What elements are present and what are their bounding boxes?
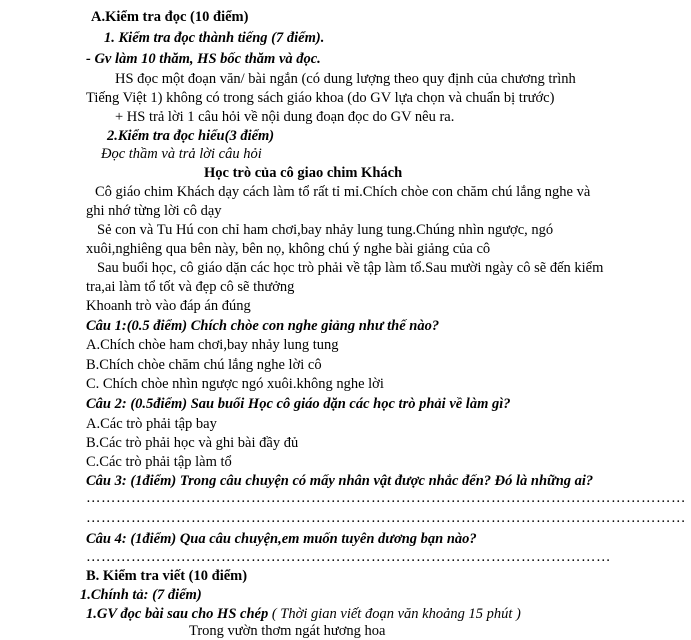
question-1-option-a: A.Chích chòe ham chơi,bay nhảy lung tung — [86, 337, 339, 353]
answer-line: ………………………………………………………………………………………………………… — [86, 490, 686, 506]
section-b-heading: B. Kiểm tra viết (10 điểm) — [86, 568, 248, 584]
answer-instruction: Khoanh trò vào đáp án đúng — [86, 298, 251, 314]
reading-aloud-desc-2: Tiếng Việt 1) không có trong sách giáo khoa (do GV lựa chọn và chuẩn bị trước) — [86, 90, 555, 106]
question-1-option-b: B.Chích chòe chăm chú lắng nghe lời cô — [86, 357, 322, 373]
answer-line: ………………………………………………………………………………………………………… — [86, 510, 686, 526]
answer-line: …………………………………………………………………………………………… — [86, 549, 611, 565]
question-1: Câu 1:(0.5 điểm) Chích chòe con nghe giảng như thế nào? — [86, 318, 440, 334]
question-4: Câu 4: (1điểm) Qua câu chuyện,em muốn tuyên dương bạn nào? — [86, 531, 477, 547]
question-2-option-b: B.Các trò phải học và ghi bài đầy đủ — [86, 435, 299, 451]
story-paragraph-3-line-1: Sau buổi học, cô giáo dặn các học trò phải về tập làm tổ.Sau mười ngày cô sẽ đến kiểm — [97, 260, 604, 276]
reading-aloud-title: 1. Kiểm tra đọc thành tiếng (7 điểm). — [104, 30, 325, 46]
reading-aloud-desc-3: + HS trả lời 1 câu hỏi về nội dung đoạn đọc do GV nêu ra. — [115, 109, 455, 125]
question-2: Câu 2: (0.5điểm) Sau buổi Học cô giáo dặn các học trò phải về làm gì? — [86, 396, 511, 412]
reading-aloud-desc-1: HS đọc một đoạn văn/ bài ngắn (có dung lượng theo quy định của chương trình — [115, 71, 576, 87]
dictation-instruction-bold: 1.GV đọc bài sau cho HS chép — [86, 606, 269, 622]
question-3: Câu 3: (1điểm) Trong câu chuyện có mấy nhân vật được nhắc đến? Đó là những ai? — [86, 473, 594, 489]
question-2-option-c: C.Các trò phải tập làm tổ — [86, 454, 232, 470]
question-1-option-c: C. Chích chòe nhìn ngược ngó xuôi.không nghe lời — [86, 376, 384, 392]
dictation-time-note: ( Thời gian viết đoạn văn khoảng 15 phút ) — [268, 606, 521, 622]
story-paragraph-1-line-1: Cô giáo chim Khách dạy cách làm tổ rất tỉ mỉ.Chích chòe con chăm chú lắng nghe và — [95, 184, 591, 200]
story-title: Học trò của cô giao chim Khách — [204, 165, 403, 181]
reading-comprehension-instruction: Đọc thầm và trả lời câu hỏi — [101, 146, 262, 162]
dictation-passage-title: Trong vườn thơm ngát hương hoa — [189, 623, 386, 639]
story-paragraph-1-line-2: ghi nhớ từng lời cô dạy — [86, 203, 222, 219]
story-paragraph-3-line-2: tra,ai làm tổ tốt và đẹp cô sẽ thưởng — [86, 279, 295, 295]
reading-aloud-note: - Gv làm 10 thăm, HS bốc thăm và đọc. — [86, 51, 321, 67]
question-2-option-a: A.Các trò phải tập bay — [86, 416, 217, 432]
reading-comprehension-title: 2.Kiểm tra đọc hiểu(3 điểm) — [107, 128, 275, 144]
story-paragraph-2-line-1: Sẻ con và Tu Hú con chỉ ham chơi,bay nhảy lung tung.Chúng nhìn ngược, ngó — [97, 222, 554, 238]
section-a-heading: A.Kiểm tra đọc (10 điểm) — [91, 9, 249, 25]
dictation-instruction — [86, 605, 521, 623]
story-paragraph-2-line-2: xuôi,nghiêng qua bên này, bên nọ, không chú ý nghe bài giảng của cô — [86, 241, 491, 257]
dictation-part-title: 1.Chính tả: (7 điểm) — [80, 587, 202, 603]
